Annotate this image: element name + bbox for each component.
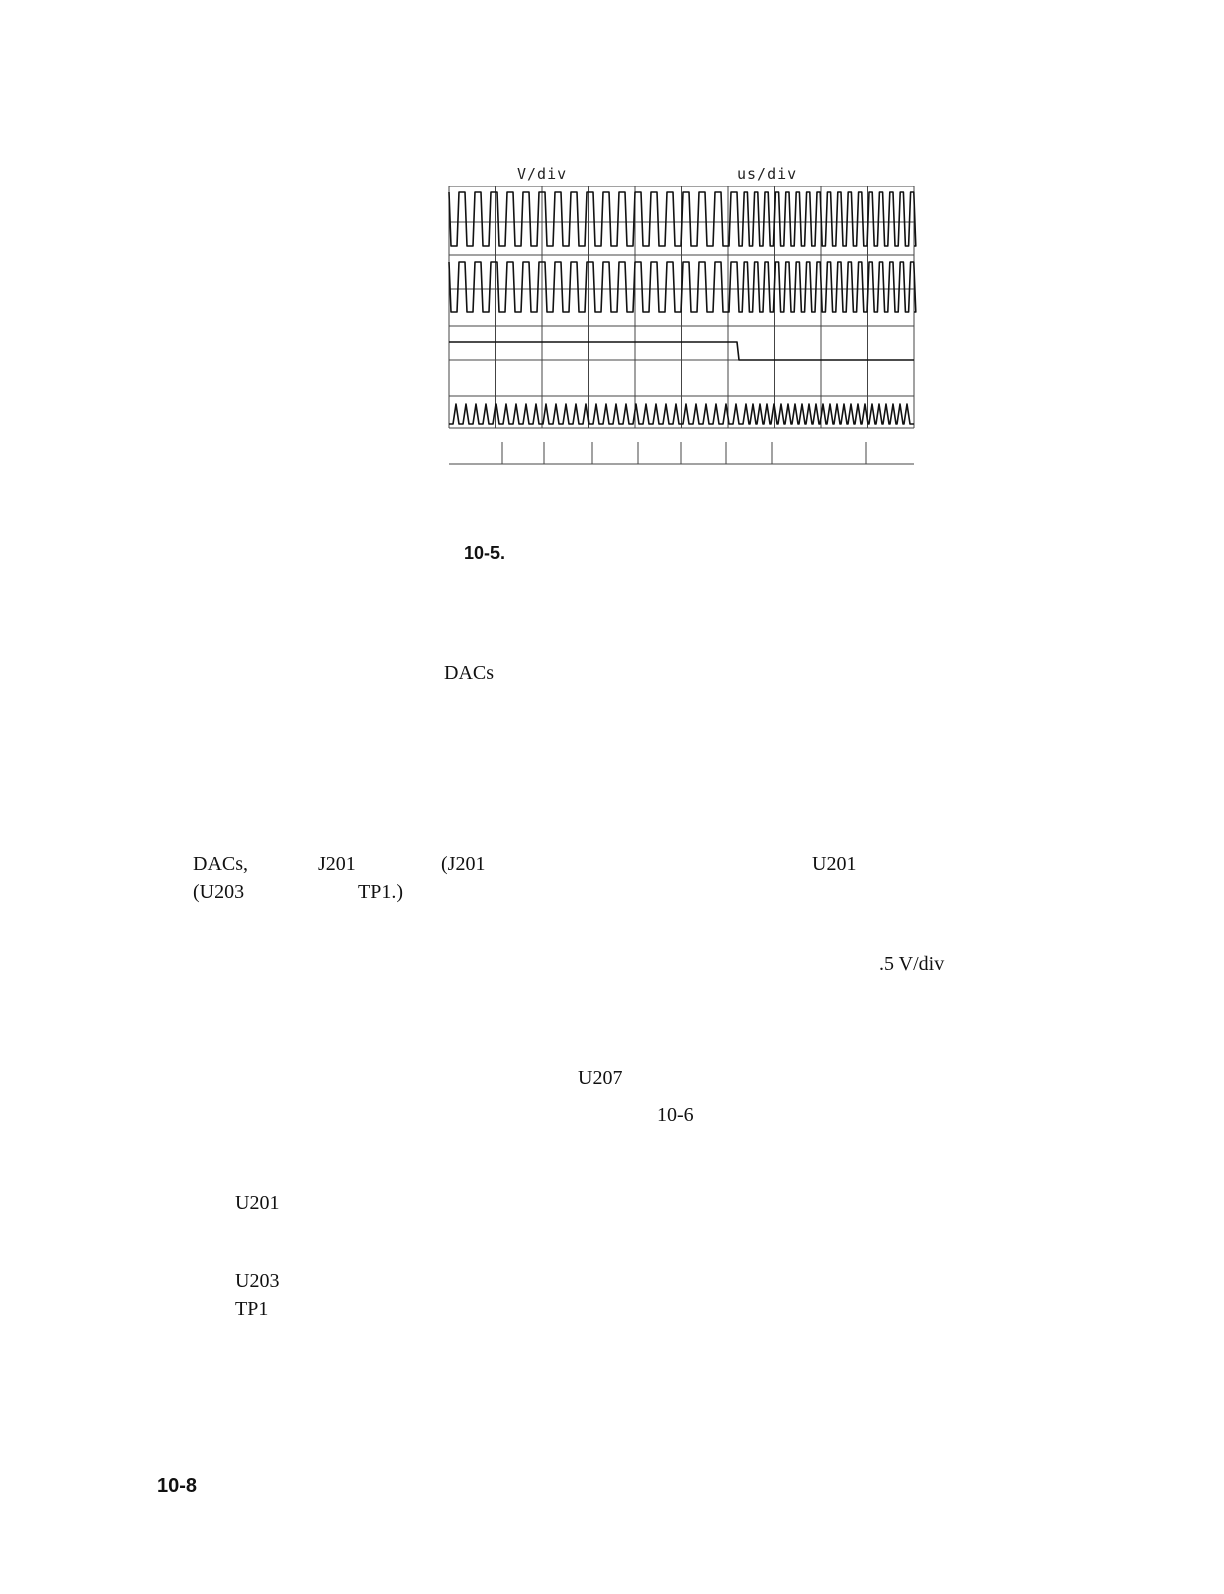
trace-channel-2 <box>449 262 916 312</box>
trace-channel-1 <box>449 192 916 246</box>
text-j201-paren: (J201 <box>441 853 486 875</box>
text-tp1-paren: TP1.) <box>358 881 403 903</box>
text-figure-ref: 10-6 <box>657 1104 694 1126</box>
figure-caption: 10-5. <box>464 543 506 563</box>
volts-per-div-label: V/div <box>517 165 568 183</box>
text-tp1-b: TP1 <box>235 1298 269 1320</box>
text-u203-b: U203 <box>235 1270 280 1292</box>
oscilloscope-display <box>444 186 924 478</box>
text-u203-paren: (U203 <box>193 881 245 903</box>
text-j201: J201 <box>318 853 356 875</box>
text-dacs: DACs <box>444 662 495 684</box>
page-number: 10-8 <box>157 1475 198 1497</box>
scope-traces <box>449 192 916 424</box>
text-u201-a: U201 <box>812 853 857 875</box>
time-per-div-label: us/div <box>737 165 798 183</box>
text-volts-div: .5 V/div <box>879 953 945 975</box>
text-u201-b: U201 <box>235 1192 280 1214</box>
text-u207: U207 <box>578 1067 623 1089</box>
text-dacs-comma: DACs, <box>193 853 249 875</box>
